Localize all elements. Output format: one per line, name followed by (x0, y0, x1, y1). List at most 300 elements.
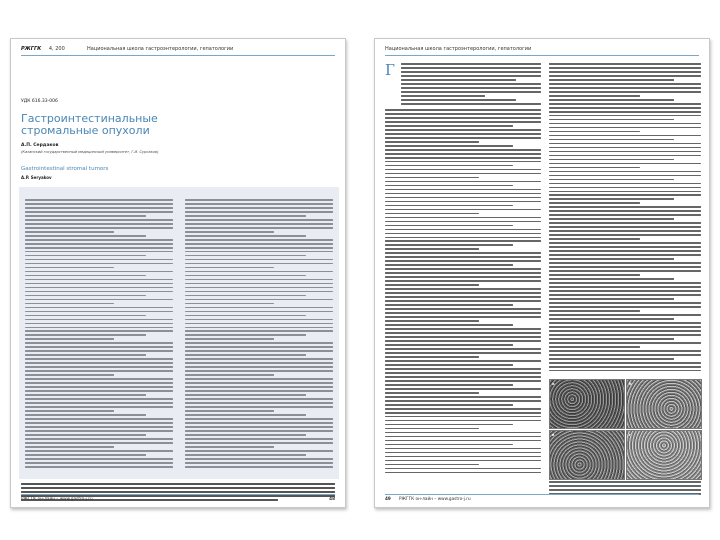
text-line (385, 233, 541, 235)
text-line (385, 388, 541, 390)
text-line (385, 324, 513, 326)
text-line (185, 319, 333, 321)
text-line (549, 191, 701, 193)
text-line (25, 418, 173, 420)
text-line (385, 173, 541, 175)
photo-label: в (552, 432, 555, 437)
text-line (25, 243, 173, 245)
text-line (185, 458, 333, 460)
text-line (185, 199, 333, 201)
text-line (385, 165, 513, 167)
text-line (185, 330, 333, 332)
text-line (385, 268, 541, 270)
text-line (549, 354, 701, 356)
text-line (549, 99, 674, 101)
text-line (25, 346, 173, 348)
text-line (549, 151, 701, 153)
text-line (385, 452, 541, 454)
text-line (185, 370, 333, 372)
text-line (401, 91, 541, 93)
text-line (185, 406, 333, 408)
text-line (549, 175, 701, 177)
text-line (185, 323, 333, 325)
text-line (185, 239, 333, 241)
text-line (549, 226, 701, 228)
text-line (549, 139, 674, 141)
text-line (549, 107, 701, 109)
text-line (549, 282, 701, 284)
text-line (185, 283, 333, 285)
text-line (549, 131, 640, 133)
text-line (25, 374, 114, 376)
text-line (549, 314, 701, 316)
text-line (385, 464, 479, 466)
text-line (25, 295, 146, 297)
text-line (549, 334, 701, 336)
text-line (549, 230, 701, 232)
text-line (549, 358, 674, 360)
text-line (25, 215, 146, 217)
journal-name: РЖГГК (21, 46, 42, 52)
text-line (25, 311, 173, 313)
text-line (185, 386, 333, 388)
text-line (185, 311, 333, 313)
text-line (549, 159, 674, 161)
text-line (185, 251, 333, 253)
text-line (549, 167, 640, 169)
text-line (185, 338, 274, 340)
text-line (185, 219, 333, 221)
text-line (25, 207, 173, 209)
text-line (549, 306, 701, 308)
text-line (401, 83, 541, 85)
page-header (385, 45, 699, 56)
text-line (549, 198, 674, 200)
text-line (185, 378, 333, 380)
text-line (385, 364, 513, 366)
article-author: А.П. Сердаков (21, 143, 59, 148)
footer-site: РЖГГК он-лайн – www.gastro-j.ru (399, 496, 471, 501)
text-line (385, 468, 541, 470)
text-line (385, 240, 541, 242)
text-line (25, 446, 114, 448)
text-line (549, 485, 701, 487)
text-line (401, 87, 541, 89)
running-title: Национальная школа гастроэнтерологии, гепатологии (87, 46, 234, 52)
text-line (185, 303, 274, 305)
text-line (25, 287, 173, 289)
text-line (385, 416, 541, 418)
text-line (185, 342, 333, 344)
article-title-english: Gastrointestinal stromal tumors (21, 166, 109, 172)
text-line (25, 426, 173, 428)
text-line (385, 225, 513, 227)
text-line (25, 458, 173, 460)
text-column-1a (401, 63, 541, 107)
text-line (549, 346, 640, 348)
text-line (385, 312, 541, 314)
text-line (185, 394, 306, 396)
text-line (385, 272, 541, 274)
text-line (185, 430, 333, 432)
article-author-english: A.P. Seryakov (21, 175, 52, 180)
page-footer (385, 494, 699, 503)
text-line (549, 338, 674, 340)
text-line (385, 428, 479, 430)
text-line (385, 280, 541, 282)
text-line (549, 202, 640, 204)
right-page (374, 38, 710, 508)
text-line (549, 258, 674, 260)
text-line (185, 450, 333, 452)
text-line (385, 157, 541, 159)
text-line (385, 141, 479, 143)
text-line (385, 256, 541, 258)
figure-photos (549, 379, 701, 479)
text-line (385, 288, 541, 290)
text-line (185, 315, 306, 317)
text-line (25, 450, 173, 452)
text-line (185, 295, 306, 297)
text-line (549, 310, 640, 312)
text-line (385, 340, 541, 342)
text-line (401, 103, 541, 105)
abstract-box (19, 187, 339, 479)
text-line (185, 279, 333, 281)
text-line (385, 252, 541, 254)
text-line (385, 420, 541, 422)
text-line (385, 392, 479, 394)
text-line (549, 290, 701, 292)
text-line (549, 87, 701, 89)
text-line (401, 67, 541, 69)
text-line (385, 221, 541, 223)
text-line (25, 219, 173, 221)
text-line (549, 75, 701, 77)
text-line (549, 270, 701, 272)
text-line (385, 396, 541, 398)
text-line (25, 283, 173, 285)
text-line (185, 442, 333, 444)
text-line (185, 299, 333, 301)
text-line (385, 276, 541, 278)
text-line (25, 307, 173, 309)
text-line (25, 251, 173, 253)
text-line (385, 372, 541, 374)
photo-c (549, 430, 625, 480)
text-line (185, 255, 306, 257)
text-line (185, 350, 333, 352)
text-line (385, 117, 541, 119)
text-line (549, 218, 674, 220)
text-line (549, 147, 701, 149)
text-line (549, 318, 674, 320)
running-title: Национальная школа гастроэнтерологии, гепатологии (385, 46, 532, 52)
text-line (549, 350, 701, 352)
text-line (549, 63, 701, 65)
text-line (549, 250, 701, 252)
photo-label: а (552, 381, 555, 386)
text-line (25, 267, 114, 269)
text-line (549, 366, 701, 368)
text-line (25, 211, 173, 213)
text-line (385, 356, 479, 358)
text-line (385, 376, 541, 378)
photo-b (626, 379, 702, 429)
text-line (185, 307, 333, 309)
issue-number: 4, 200 (48, 46, 65, 52)
text-line (549, 163, 701, 165)
text-line (185, 215, 306, 217)
text-line (25, 466, 173, 468)
text-line (549, 71, 701, 73)
text-line (385, 424, 513, 426)
text-line (549, 262, 701, 264)
abstract-text-ru (25, 199, 173, 468)
text-line (549, 127, 701, 129)
text-line (549, 135, 701, 137)
text-line (401, 75, 541, 77)
text-line (385, 161, 541, 163)
text-line (385, 129, 541, 131)
text-line (549, 187, 701, 189)
text-line (549, 238, 640, 240)
text-line (185, 422, 333, 424)
text-line (25, 402, 173, 404)
abstract-text-en (185, 199, 333, 468)
left-page (10, 38, 346, 508)
text-line (549, 119, 674, 121)
text-line (185, 247, 333, 249)
text-line (549, 278, 674, 280)
text-line (25, 442, 173, 444)
text-line (25, 334, 146, 336)
text-line (385, 244, 513, 246)
text-line (385, 352, 541, 354)
text-line (385, 213, 479, 215)
text-line (185, 334, 306, 336)
text-line (549, 242, 701, 244)
text-line (25, 319, 173, 321)
text-line (385, 472, 541, 474)
abstract-column-ru (25, 199, 173, 471)
page-number: 49 (385, 496, 391, 501)
text-line (25, 398, 173, 400)
text-line (25, 430, 173, 432)
text-line (549, 286, 701, 288)
text-line (25, 263, 173, 265)
text-line (185, 207, 333, 209)
text-line (385, 344, 513, 346)
text-line (25, 394, 146, 396)
text-line (385, 153, 541, 155)
text-line (25, 323, 173, 325)
text-line (401, 95, 485, 97)
text-line (25, 227, 173, 229)
text-line (185, 366, 333, 368)
text-line (385, 264, 513, 266)
text-line (549, 95, 640, 97)
text-line (549, 246, 701, 248)
text-line (549, 370, 701, 372)
text-line (549, 115, 701, 117)
text-line (185, 362, 333, 364)
text-line (549, 274, 640, 276)
text-line (25, 199, 173, 201)
text-line (385, 260, 541, 262)
text-line (185, 263, 333, 265)
text-line (385, 404, 513, 406)
text-line (25, 354, 146, 356)
text-line (401, 99, 516, 101)
text-line (549, 266, 701, 268)
text-line (385, 121, 541, 123)
text-line (385, 300, 541, 302)
text-line (25, 366, 173, 368)
text-line (401, 63, 541, 65)
text-line (549, 302, 701, 304)
text-line (385, 336, 541, 338)
text-column-1b (385, 109, 541, 476)
text-line (25, 231, 114, 233)
text-line (549, 298, 674, 300)
text-line (385, 448, 541, 450)
text-line (185, 446, 274, 448)
text-line (549, 183, 701, 185)
photo-label: б (629, 381, 632, 386)
text-line (385, 201, 541, 203)
page-footer (21, 494, 335, 503)
text-column-2 (549, 63, 701, 374)
text-line (185, 327, 333, 329)
text-line (21, 483, 335, 485)
text-line (185, 354, 306, 356)
text-line (25, 255, 146, 257)
text-line (25, 291, 173, 293)
text-line (385, 360, 541, 362)
text-line (25, 350, 173, 352)
text-line (385, 308, 541, 310)
text-line (185, 414, 306, 416)
text-line (25, 438, 173, 440)
text-line (25, 330, 173, 332)
text-line (385, 209, 541, 211)
text-line (185, 231, 274, 233)
text-line (549, 489, 701, 491)
text-line (185, 454, 306, 456)
text-line (549, 206, 701, 208)
text-line (549, 322, 701, 324)
text-line (385, 292, 541, 294)
photo-d (626, 430, 702, 480)
text-line (549, 111, 701, 113)
footer-site: РЖГГК он-лайн – www.gastro-j.ru (21, 496, 93, 501)
text-line (549, 83, 701, 85)
text-line (385, 304, 513, 306)
text-line (549, 103, 701, 105)
text-line (25, 338, 114, 340)
text-line (385, 145, 513, 147)
text-line (401, 79, 516, 81)
text-line (549, 342, 701, 344)
text-line (385, 169, 541, 171)
photo-a (549, 379, 625, 429)
text-line (385, 368, 541, 370)
text-line (185, 418, 333, 420)
text-line (25, 370, 173, 372)
text-line (25, 390, 173, 392)
text-line (185, 374, 274, 376)
text-line (385, 400, 541, 402)
text-line (185, 287, 333, 289)
text-line (25, 406, 173, 408)
text-line (185, 211, 333, 213)
text-line (385, 133, 541, 135)
text-line (549, 79, 674, 81)
text-line (185, 235, 306, 237)
text-line (21, 487, 335, 489)
text-line (549, 67, 701, 69)
text-line (25, 382, 173, 384)
udk-code: УДК 616.33-006 (21, 99, 58, 104)
text-line (25, 358, 173, 360)
text-line (25, 422, 173, 424)
text-line (185, 346, 333, 348)
text-line (385, 460, 541, 462)
text-line (549, 254, 701, 256)
text-line (385, 237, 541, 239)
text-line (185, 275, 306, 277)
text-line (385, 109, 541, 111)
text-line (385, 296, 541, 298)
text-line (385, 217, 541, 219)
text-line (25, 279, 173, 281)
photo-label: г (629, 432, 631, 437)
text-line (385, 205, 513, 207)
text-line (25, 462, 173, 464)
text-line (25, 454, 146, 456)
text-line (385, 197, 541, 199)
text-line (385, 444, 513, 446)
text-line (185, 203, 333, 205)
text-line (25, 239, 173, 241)
text-line (385, 348, 541, 350)
text-line (385, 332, 541, 334)
text-line (185, 271, 333, 273)
text-line (25, 203, 173, 205)
text-line (549, 330, 701, 332)
text-line (185, 223, 333, 225)
text-line (549, 362, 701, 364)
text-line (385, 456, 541, 458)
text-line (385, 125, 513, 127)
text-line (385, 189, 541, 191)
text-line (185, 462, 333, 464)
text-line (385, 137, 541, 139)
drop-cap: Г (385, 61, 395, 79)
text-line (549, 210, 701, 212)
text-line (385, 193, 541, 195)
text-line (185, 291, 333, 293)
page-header (21, 45, 335, 56)
text-line (25, 259, 173, 261)
text-line (25, 414, 146, 416)
text-line (385, 149, 541, 151)
text-line (25, 299, 173, 301)
text-line (185, 227, 333, 229)
text-line (549, 179, 674, 181)
text-line (25, 271, 173, 273)
